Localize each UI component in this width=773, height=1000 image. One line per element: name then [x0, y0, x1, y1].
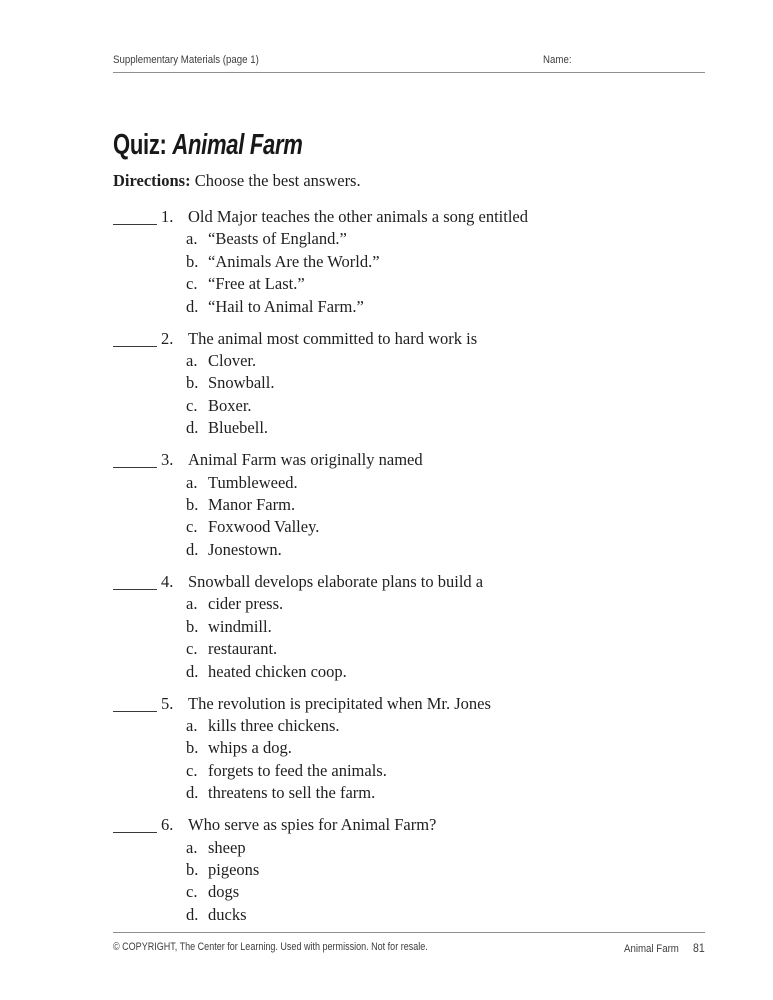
option-letter: d. [186, 904, 199, 924]
option-letter: d. [186, 418, 199, 438]
option-letter: c. [186, 882, 198, 902]
option-row [186, 661, 713, 683]
option-letter: a. [186, 837, 198, 857]
answer-blank[interactable] [113, 449, 157, 468]
option-text: dogs [208, 882, 240, 902]
question-line [113, 206, 713, 228]
option-text: Foxwood Valley. [208, 517, 320, 537]
option-text: forgets to feed the animals. [208, 760, 387, 780]
option-row [186, 715, 713, 737]
question-number: 1. [161, 207, 174, 226]
option-row [186, 859, 713, 881]
option-row [186, 737, 713, 759]
question-text: The revolution is precipitated when Mr. Jones [188, 693, 491, 713]
question-text: Snowball develops elaborate plans to build a [188, 571, 484, 591]
option-row [186, 494, 713, 516]
option-row [186, 881, 713, 903]
answer-blank[interactable] [113, 571, 157, 590]
option-letter: d. [186, 661, 199, 681]
option-letter: d. [186, 783, 199, 803]
answer-blank[interactable] [113, 814, 157, 833]
option-letter: a. [186, 229, 198, 249]
option-row [186, 539, 713, 561]
quiz-title-book: Animal Farm [172, 129, 303, 161]
option-letter: d. [186, 539, 199, 559]
question-block [113, 206, 713, 318]
option-text: heated chicken coop. [208, 661, 347, 681]
option-row [186, 251, 713, 273]
option-letter: b. [186, 251, 199, 271]
option-row [186, 638, 713, 660]
option-text: “Animals Are the World.” [208, 251, 380, 271]
question-text: Old Major teaches the other animals a song entitled [188, 207, 528, 226]
option-text: Snowball. [208, 373, 275, 393]
option-list [186, 472, 713, 562]
option-row [186, 372, 713, 394]
option-letter: b. [186, 616, 199, 636]
question-number: 5. [161, 693, 174, 713]
option-text: Bluebell. [208, 418, 269, 438]
option-row [186, 472, 713, 494]
option-text: “Beasts of England.” [208, 229, 347, 249]
option-row [186, 228, 713, 250]
option-letter: b. [186, 859, 199, 879]
question-block [113, 693, 713, 805]
question-line [113, 449, 713, 471]
footer-right [624, 941, 705, 955]
question-number: 2. [161, 328, 174, 348]
question-number: 3. [161, 450, 174, 470]
option-letter: b. [186, 373, 199, 393]
page-footer [113, 932, 705, 955]
question-line [113, 571, 713, 593]
option-letter: c. [186, 517, 198, 537]
option-list [186, 593, 713, 683]
answer-blank[interactable] [113, 328, 157, 347]
option-row [186, 760, 713, 782]
header-supplementary-label: Supplementary Materials (page 1) [113, 54, 259, 66]
option-text: sheep [208, 837, 246, 857]
directions-label: Directions: [113, 171, 191, 190]
page-header [113, 53, 705, 73]
option-text: restaurant. [208, 639, 278, 659]
option-text: “Free at Last.” [208, 274, 305, 294]
directions-text: Choose the best answers. [190, 171, 361, 190]
question-line [113, 693, 713, 715]
option-row [186, 837, 713, 859]
option-row [186, 350, 713, 372]
option-letter: a. [186, 472, 198, 492]
option-row [186, 904, 713, 926]
option-list [186, 837, 713, 927]
question-line [113, 328, 713, 350]
option-row [186, 417, 713, 439]
question-number: 4. [161, 571, 174, 591]
option-row [186, 616, 713, 638]
option-text: whips a dog. [208, 738, 292, 758]
option-text: windmill. [208, 616, 272, 636]
option-letter: c. [186, 395, 198, 415]
option-text: threatens to sell the farm. [208, 783, 376, 803]
option-text: “Hail to Animal Farm.” [208, 296, 364, 316]
option-list [186, 350, 713, 440]
question-text: The animal most committed to hard work is [188, 328, 478, 348]
option-letter: d. [186, 296, 199, 316]
option-letter: c. [186, 639, 198, 659]
footer-copyright: © COPYRIGHT, The Center for Learning. Used with permission. Not for resale. [113, 941, 428, 953]
option-text: Tumbleweed. [208, 472, 298, 492]
question-block [113, 328, 713, 440]
footer-book-title: Animal Farm [624, 943, 680, 955]
question-block [113, 571, 713, 683]
option-letter: b. [186, 495, 199, 515]
question-block [113, 814, 713, 926]
header-name-label: Name: [543, 54, 572, 66]
page-title [113, 130, 569, 161]
option-list [186, 715, 713, 805]
quiz-body [113, 130, 713, 936]
questions [113, 206, 713, 926]
option-letter: c. [186, 760, 198, 780]
answer-blank[interactable] [113, 206, 157, 225]
quiz-title-prefix: Quiz: [113, 129, 173, 161]
option-text: Manor Farm. [208, 495, 296, 515]
option-letter: a. [186, 594, 198, 614]
question-line [113, 814, 713, 836]
question-text: Animal Farm was originally named [188, 450, 423, 470]
footer-page-number: 81 [693, 941, 705, 955]
option-row [186, 273, 713, 295]
option-letter: c. [186, 274, 198, 294]
option-text: pigeons [208, 859, 260, 879]
option-letter: a. [186, 715, 198, 735]
option-letter: b. [186, 738, 199, 758]
option-letter: a. [186, 351, 198, 371]
answer-blank[interactable] [113, 693, 157, 712]
directions-line [113, 170, 713, 192]
question-number: 6. [161, 815, 174, 835]
option-text: cider press. [208, 594, 284, 614]
option-text: Boxer. [208, 395, 252, 415]
option-text: kills three chickens. [208, 715, 340, 735]
option-text: Clover. [208, 351, 257, 371]
option-row [186, 296, 713, 318]
option-list [186, 228, 713, 318]
option-row [186, 395, 713, 417]
question-text: Who serve as spies for Animal Farm? [188, 815, 437, 835]
option-text: ducks [208, 904, 247, 924]
question-block [113, 449, 713, 561]
option-row [186, 516, 713, 538]
option-row [186, 782, 713, 804]
option-row [186, 593, 713, 615]
option-text: Jonestown. [208, 539, 282, 559]
